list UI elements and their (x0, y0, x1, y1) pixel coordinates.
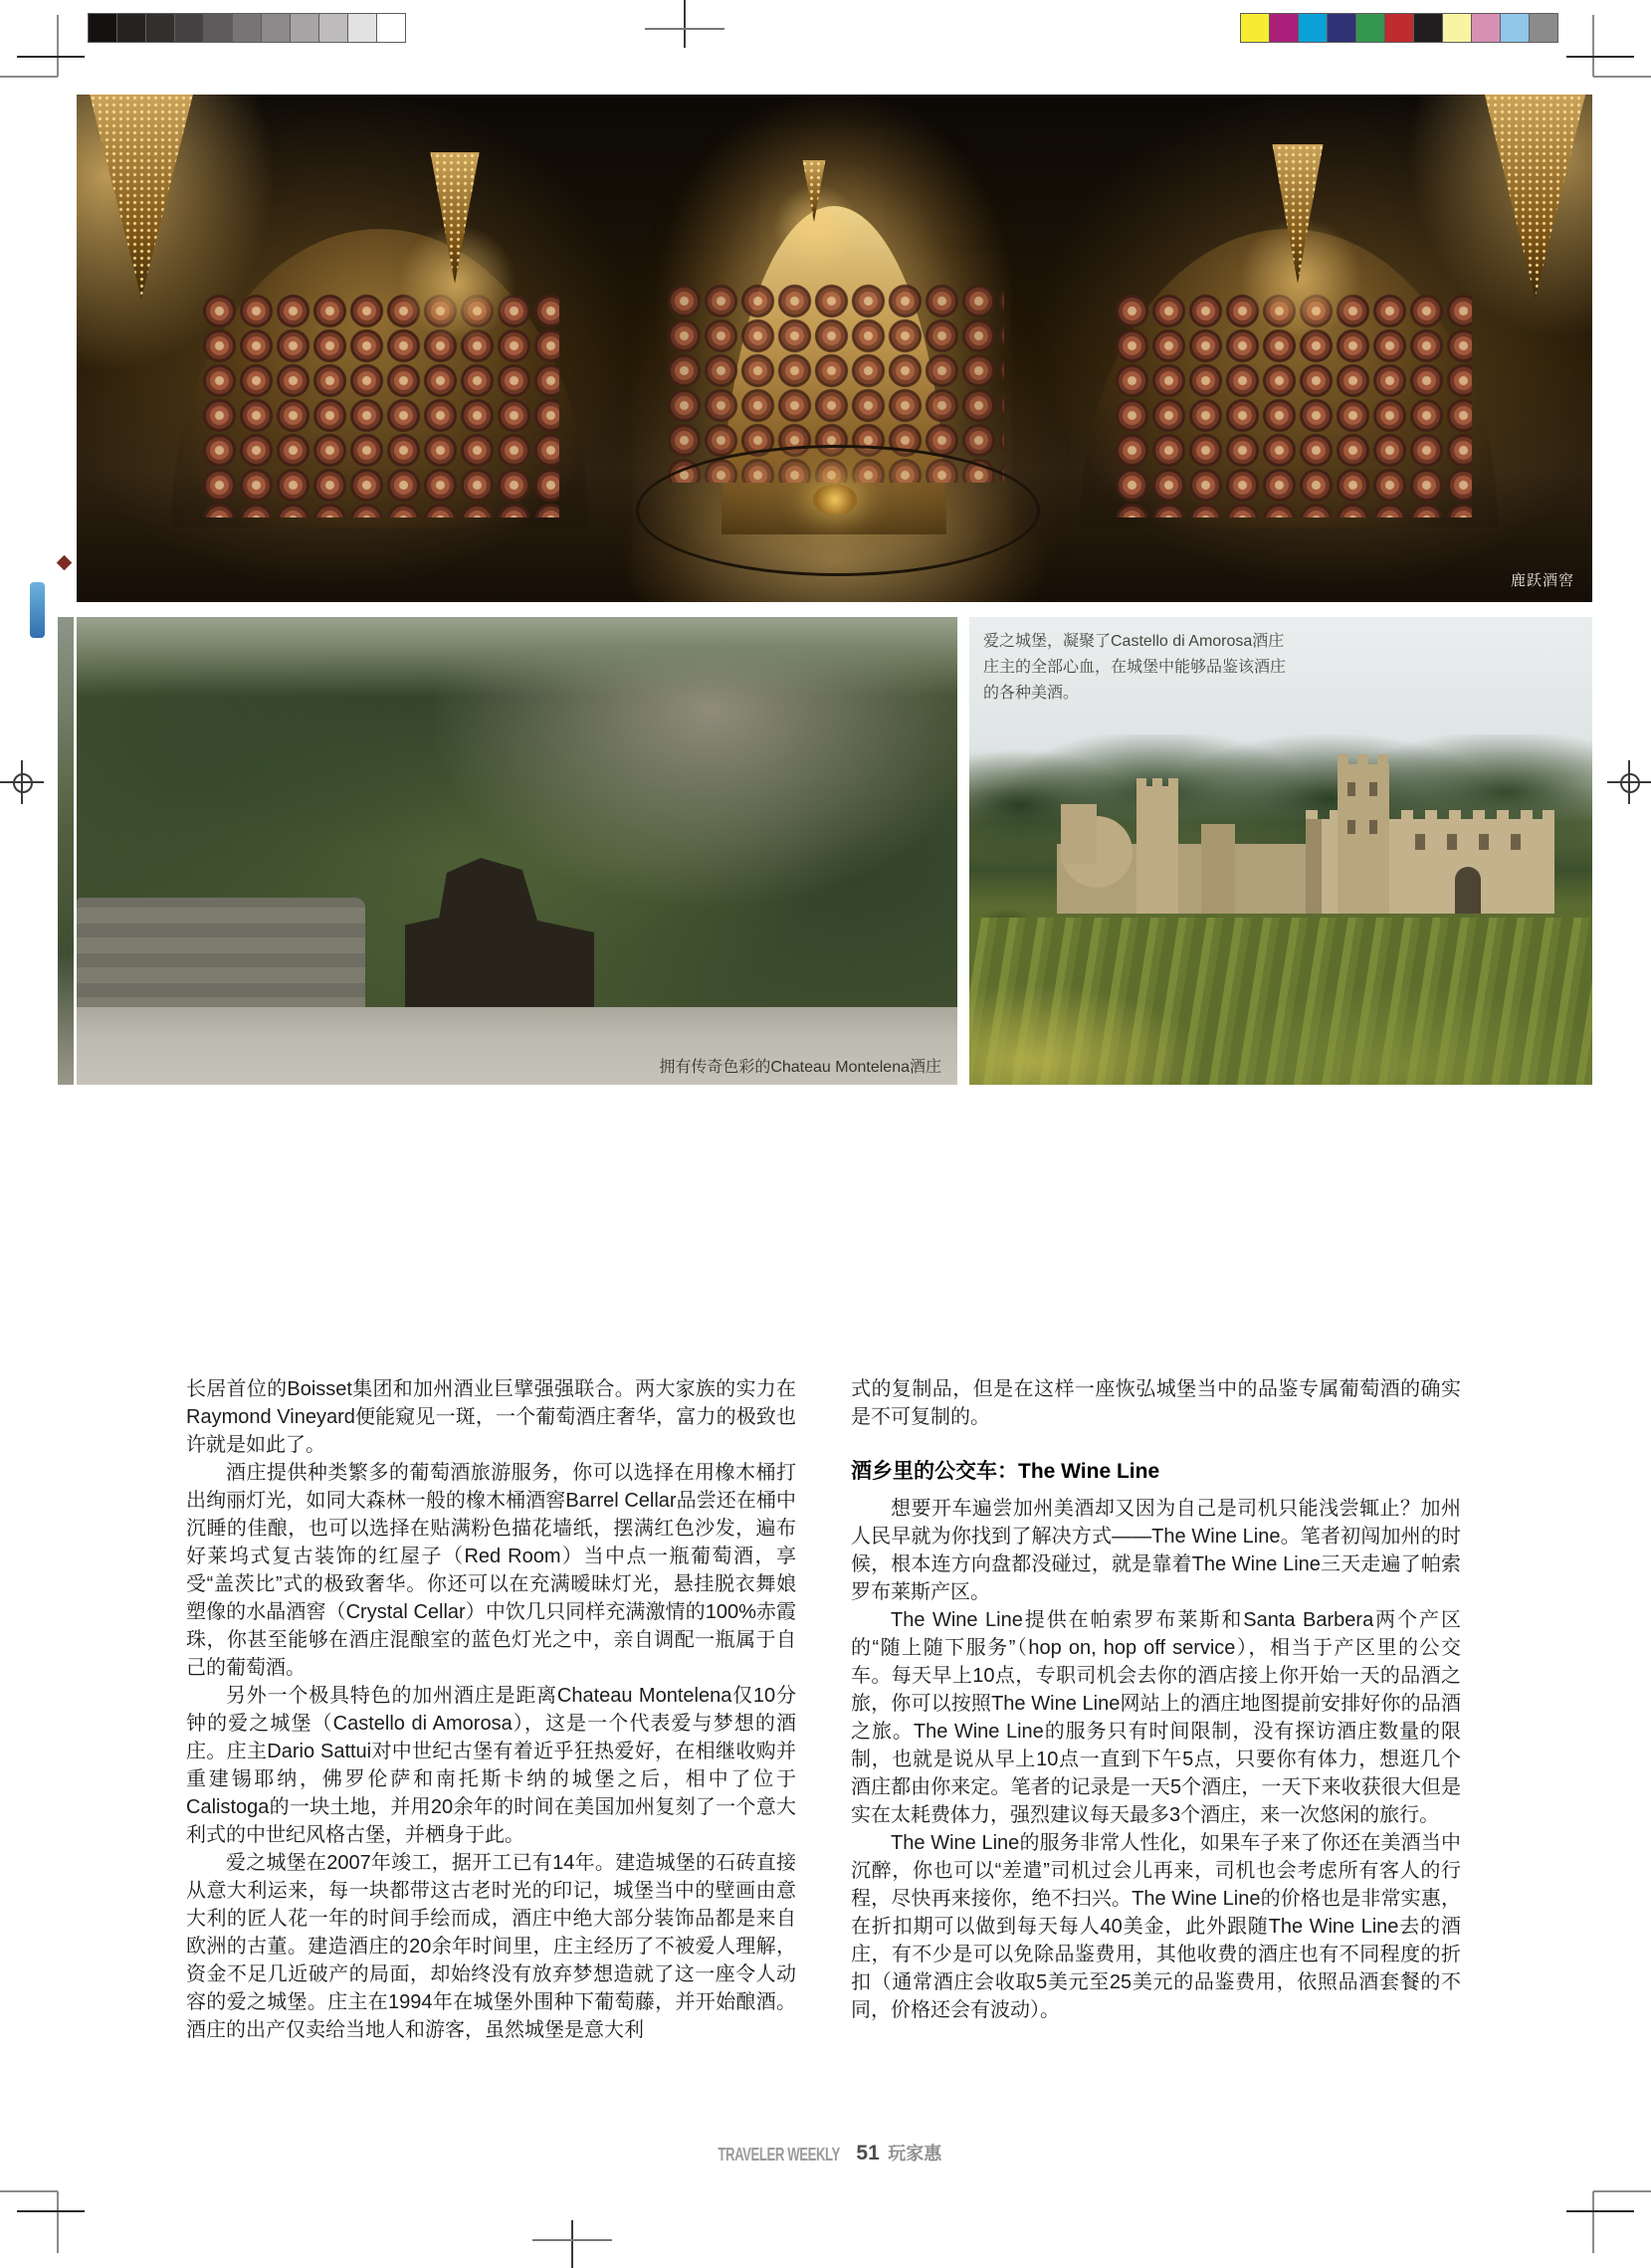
cone-lamp-icon (1478, 95, 1592, 299)
cone-lamp-icon (83, 95, 200, 299)
crop-mark-bottom-right-vertical (1592, 2191, 1594, 2253)
crop-mark-top-left-trim (0, 76, 58, 78)
color-calibration-bar (1241, 13, 1558, 43)
crop-mark-bottom-left-trim (0, 2190, 58, 2192)
paragraph: 长居首位的Boisset集团和加州酒业巨擘强强联合。两大家族的实力在Raymond Vineyard便能窥见一斑，一个葡萄酒庄奢华，富力的极致也许就是如此了。 (186, 1378, 796, 1456)
grayscale-swatch (347, 13, 377, 43)
grayscale-swatch (290, 13, 319, 43)
color-swatch (1298, 13, 1328, 43)
paragraph: 想要开车遍尝加州美酒却又因为自己是司机只能浅尝辄止？加州人民早就为你找到了解决方式——The Wine Line。笔者初闯加州的时候，根本连方向盘都没碰过，就是靠着The Wine Line三天走遍了帕索罗布莱斯产区。 (851, 1498, 1461, 1603)
page-footer (0, 2140, 1651, 2165)
paragraph: The Wine Line的服务非常人性化，如果车子来了你还在美酒当中沉醉，你也可以“差遣”司机过会儿再来，司机也会考虑所有客人的行程，尽快再来接你，绝不扫兴。The Wine Line的价格也是非常实惠，在折扣期可以做到每天每人40美金，此外跟随The Wine Line去的酒庄，有不少是可以免除品鉴费用，其他收费的酒庄也有不同程度的折扣（通常酒庄会收取5美元至25美元的品鉴费用，依照品酒套餐的不同，价格还会有波动）。 (851, 1832, 1461, 2021)
registration-cross-bottom-center-vertical (571, 2220, 573, 2268)
color-swatch (1442, 13, 1472, 43)
grayscale-swatch (88, 13, 117, 43)
crop-mark-bottom-right-trim (1593, 2190, 1651, 2192)
crop-mark-top-left-horizontal (17, 56, 85, 58)
color-swatch (1327, 13, 1356, 43)
page-edge-diamond-mark (57, 555, 73, 571)
paragraph: 式的复制品，但是在这样一座恢弘城堡当中的品鉴专属葡萄酒的确实是不可复制的。 (851, 1378, 1461, 1428)
color-swatch (1240, 13, 1270, 43)
wooden-press-silhouette (405, 858, 594, 1007)
crop-mark-top-right-trim (1593, 76, 1651, 78)
color-swatch (1500, 13, 1530, 43)
crop-mark-bottom-left-horizontal (17, 2210, 85, 2212)
registration-target-left (13, 773, 33, 793)
color-swatch (1269, 13, 1299, 43)
grayscale-swatch (203, 13, 233, 43)
page-edge-blue-mark (30, 582, 45, 638)
registration-cross-top-center-horizontal (645, 28, 724, 30)
photo-caption-montelena: 拥有传奇色彩的Chateau Montelena酒庄 (659, 1059, 941, 1076)
crop-mark-bottom-right-horizontal (1566, 2210, 1634, 2212)
grayscale-swatch (174, 13, 204, 43)
crop-mark-top-right-vertical (1592, 15, 1594, 77)
grayscale-calibration-bar (89, 13, 406, 43)
crop-mark-top-right-horizontal (1566, 56, 1634, 58)
page-number: 51 (856, 2142, 880, 2165)
grayscale-swatch (318, 13, 348, 43)
page-edge-photo-sliver (58, 617, 74, 1085)
photo-caption-panorama: 鹿跃酒窖 (1510, 572, 1574, 589)
registration-target-right (1620, 773, 1640, 793)
color-swatch (1355, 13, 1385, 43)
vineyard-rows (969, 918, 1592, 1085)
color-swatch (1471, 13, 1501, 43)
paragraph: 爱之城堡在2007年竣工，据开工已有14年。建造城堡的石砖直接从意大利运来，每一块都带这古老时光的印记，城堡当中的壁画由意大利的匠人花一年的时间手绘而成，酒庄中绝大部分装饰品都是来自欧洲的古董。建造酒庄的20余年时间里，庄主经历了不被爱人理解，资金不足几近破产的局面，却始终没有放弃梦想造就了这一座令人动容的爱之城堡。庄主在1994年在城堡外围种下葡萄藤，并开始酿酒。酒庄的出产仅卖给当地人和游客，虽然城堡是意大利 (186, 1852, 796, 2041)
crop-mark-top-left-vertical (57, 15, 59, 77)
crop-mark-bottom-left-vertical (57, 2191, 59, 2253)
section-heading: 酒乡里的公交车：The Wine Line (851, 1460, 1160, 1483)
article-left-column (186, 1375, 796, 2044)
castello-di-amorosa-photo (969, 617, 1592, 1085)
paragraph: 另外一个极具特色的加州酒庄是距离Chateau Montelena仅10分钟的爱之城堡（Castello di Amorosa），这是一个代表爱与梦想的酒庄。庄主Dario Sattui对中世纪古堡有着近乎狂热爱好，在相继收购并重建锡耶纳，佛罗伦萨和南托斯卡纳的城堡之后，相中了位于Calistoga的一块土地，并用20余年的时间在美国加州复刻了一个意大利式的中世纪风格古堡，并栖身于此。 (186, 1685, 796, 1846)
grayscale-swatch (376, 13, 406, 43)
grayscale-swatch (261, 13, 291, 43)
barrel-stack-left (201, 294, 559, 517)
color-swatch (1413, 13, 1443, 43)
wine-cave-panorama-photo (77, 95, 1592, 602)
color-swatch (1384, 13, 1414, 43)
paragraph: 酒庄提供种类繁多的葡萄酒旅游服务，你可以选择在用橡木桶打出绚丽灯光，如同大森林一般的橡木桶酒窖Barrel Cellar品尝还在桶中沉睡的佳酿，也可以选择在贴满粉色描花墙纸，摆满红色沙发，遍布好莱坞式复古装饰的红屋子（Red Room）当中点一瓶葡萄酒，享受“盖茨比”式的极致奢华。你还可以在充满暧昧灯光，悬挂脱衣舞娘塑像的水晶酒窖（Crystal Cellar）中饮几只同样充满激情的100%赤霞珠，你甚至能够在酒庄混酿室的蓝色灯光之中，亲自调配一瓶属于自己的葡萄酒。 (186, 1462, 796, 1679)
photo-caption-castello: 爱之城堡，凝聚了Castello di Amorosa酒庄庄主的全部心血，在城堡中能够品鉴该酒庄的各种美酒。 (983, 633, 1287, 702)
registration-cross-bottom-center-horizontal (532, 2239, 612, 2241)
magazine-brand: TRAVELER WEEKLY (718, 2144, 840, 2166)
grayscale-swatch (116, 13, 146, 43)
registration-cross-top-center-vertical (684, 0, 686, 48)
grayscale-swatch (232, 13, 262, 43)
chateau-montelena-photo (77, 617, 957, 1085)
gold-display-pedestal (813, 485, 857, 515)
grayscale-swatch (145, 13, 175, 43)
color-swatch (1529, 13, 1558, 43)
paragraph: The Wine Line提供在帕索罗布莱斯和Santa Barbera两个产区的“随上随下服务”（hop on, hop off service），相当于产区里的公交车。每天早上10点，专职司机会去你的酒店接上你开始一天的品酒之旅，你可以按照The Wine Line网站上的酒庄地图提前安排好你的品酒之旅。The Wine Line的服务只有时间限制，没有探访酒庄数量的限制，也就是说从早上10点一直到下午5点，只要你有体力，想逛几个酒庄都由你来定。笔者的记录是一天5个酒庄，一天下来收获很大但是实在太耗费体力，强烈建议每天最多3个酒庄，来一次悠闲的旅行。 (851, 1609, 1461, 1826)
edition-name: 玩家惠 (888, 2144, 942, 2164)
article-right-column (851, 1375, 1461, 2024)
